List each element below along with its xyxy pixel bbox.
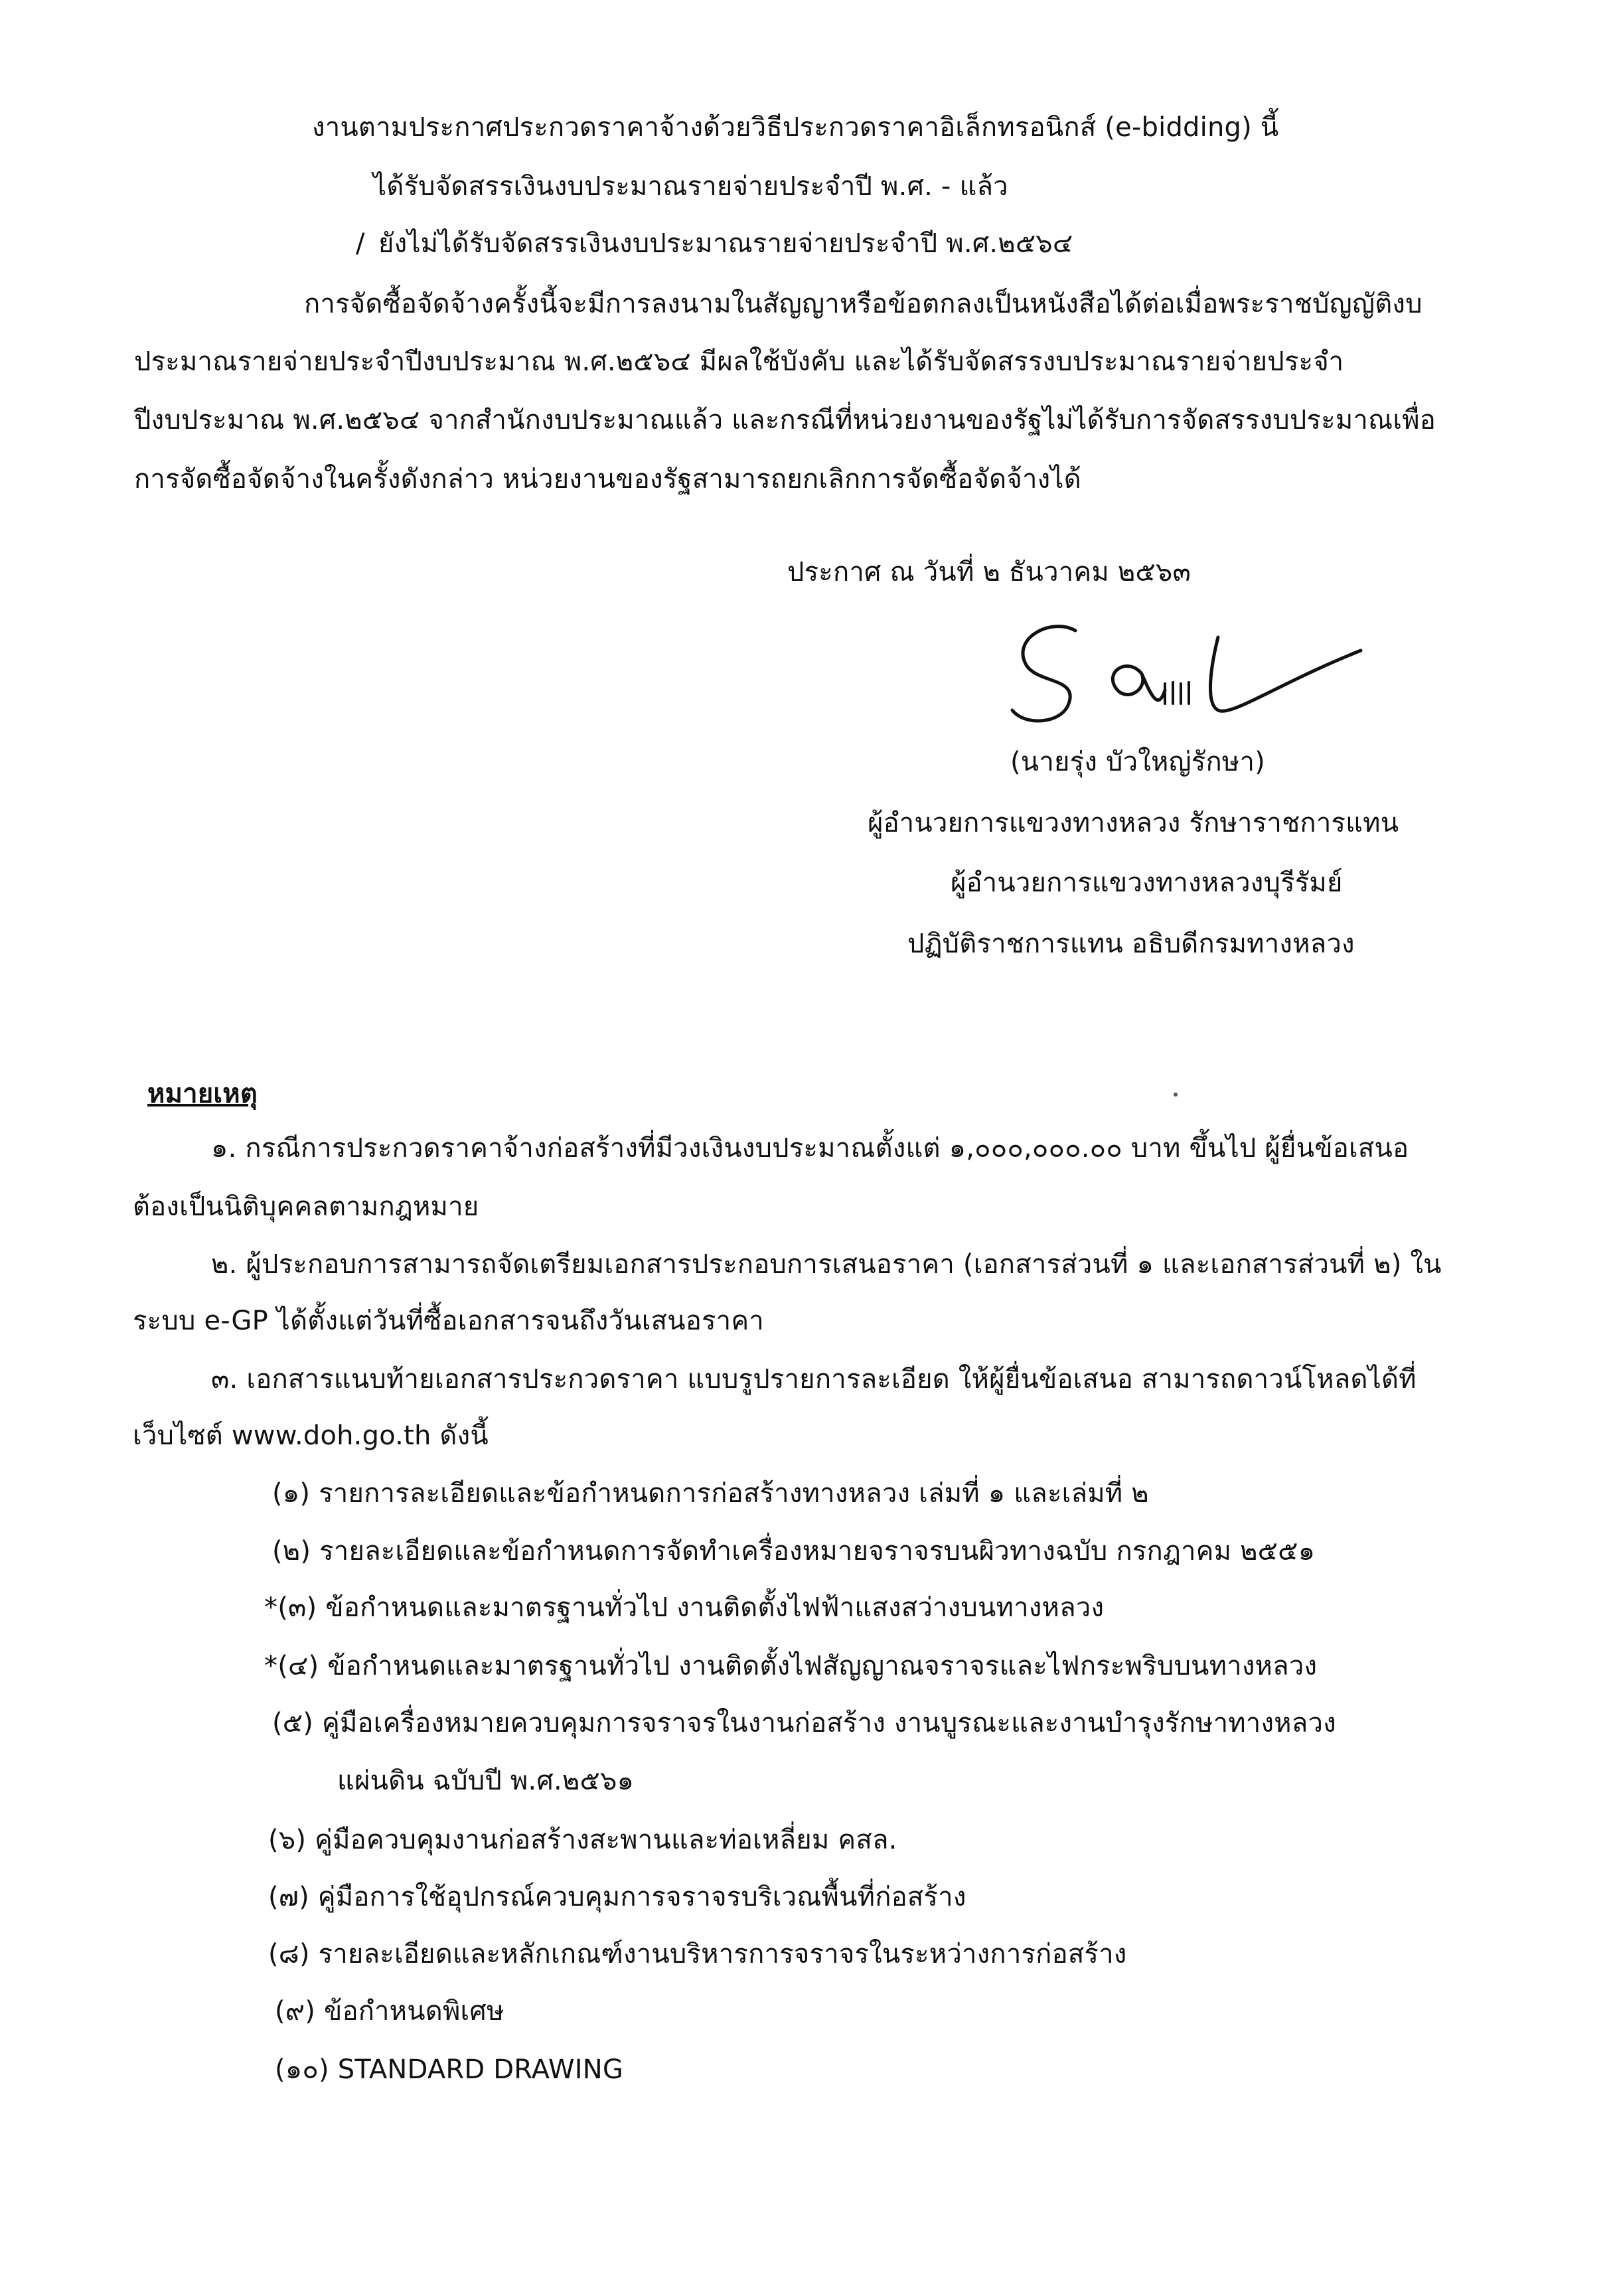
paragraph-line-1: การจัดซื้อจัดจ้างครั้งนี้จะมีการลงนามในสัญญาหรือข้อตกลงเป็นหนังสือได้ต่อเมื่อพระราชบัญญัติงบ (304, 289, 1423, 319)
list-item: (๑๐) STANDARD DRAWING (275, 2054, 624, 2085)
list-item: (๑) รายการละเอียดและข้อกำหนดการก่อสร้างทางหลวง เล่มที่ ๑ และเล่มที่ ๒ (272, 1478, 1149, 1509)
list-item: แผ่นดิน ฉบับปี พ.ศ.๒๕๖๑ (337, 1766, 635, 1796)
signer-title-2: ผู้อำนวยการแขวงทางหลวงบุรีรัมย์ (951, 868, 1343, 898)
remark-1-line-2: ต้องเป็นนิติบุคคลตามกฎหมาย (133, 1191, 479, 1222)
remark-2-line-1: ๒. ผู้ประกอบการสามารถจัดเตรียมเอกสารประกอบการเสนอราคา (เอกสารส่วนที่ ๑ และเอกสารส่วนที่ ๒) ใน (211, 1249, 1442, 1280)
handwritten-signature-icon (999, 611, 1371, 737)
option-not-allocated: ยังไม่ได้รับจัดสรรเงินงบประมาณรายจ่ายประจำปี พ.ศ.๒๕๖๔ (378, 228, 1073, 259)
remark-3-line-2: เว็บไซต์ www.doh.go.th ดังนี้ (133, 1420, 489, 1451)
remarks-heading: หมายเหตุ (147, 1079, 258, 1109)
list-item: *(๔) ข้อกำหนดและมาตรฐานทั่วไป งานติดตั้งไฟสัญญาณจราจรและไฟกระพริบบนทางหลวง (264, 1651, 1318, 1681)
list-item: (๘) รายละเอียดและหลักเกณฑ์งานบริหารการจราจรในระหว่างการก่อสร้าง (268, 1939, 1127, 1969)
option-not-allocated-mark: / (356, 228, 365, 259)
list-item: (๖) คู่มือควบคุมงานก่อสร้างสะพานและท่อเหลี่ยม คสล. (268, 1825, 897, 1855)
list-item: (๙) ข้อกำหนดพิเศษ (275, 1996, 504, 2027)
paragraph-line-3: ปีงบประมาณ พ.ศ.๒๕๖๔ จากสำนักงบประมาณแล้ว และกรณีที่หน่วยงานของรัฐไม่ได้รับการจัดสรรงบประมาณเพื่อ (134, 405, 1436, 435)
signer-title-1: ผู้อำนวยการแขวงทางหลวง รักษาราชการแทน (868, 808, 1399, 838)
signer-name: (นายรุ่ง บัวใหญ่รักษา) (1010, 747, 1265, 777)
intro-line-1: งานตามประกาศประกวดราคาจ้างด้วยวิธีประกวดราคาอิเล็กทรอนิกส์ (e-bidding) นี้ (312, 112, 1279, 143)
list-item: (๒) รายละเอียดและข้อกำหนดการจัดทำเครื่องหมายจราจรบนผิวทางฉบับ กรกฎาคม ๒๕๕๑ (272, 1536, 1316, 1567)
option-allocated: ได้รับจัดสรรเงินงบประมาณรายจ่ายประจำปี พ.ศ. - แล้ว (373, 171, 1008, 202)
remark-1-line-1: ๑. กรณีการประกวดราคาจ้างก่อสร้างที่มีวงเงินงบประมาณตั้งแต่ ๑,๐๐๐,๐๐๐.๐๐ บาท ขึ้นไป ผู้ยื่นข้อเสนอ (211, 1133, 1409, 1164)
list-item: (๕) คู่มือเครื่องหมายควบคุมการจราจรในงานก่อสร้าง งานบูรณะและงานบำรุงรักษาทางหลวง (272, 1708, 1336, 1738)
paragraph-line-2: ประมาณรายจ่ายประจำปีงบประมาณ พ.ศ.๒๕๖๔ มีผลใช้บังคับ และได้รับจัดสรรงบประมาณรายจ่ายประจำ (134, 346, 1344, 377)
remark-2-line-2: ระบบ e-GP ได้ตั้งแต่วันที่ซื้อเอกสารจนถึงวันเสนอราคา (133, 1306, 764, 1336)
list-item: (๗) คู่มือการใช้อุปกรณ์ควบคุมการจราจรบริเวณพื้นที่ก่อสร้าง (268, 1882, 966, 1912)
announcement-date: ประกาศ ณ วันที่ ๒ ธันวาคม ๒๕๖๓ (787, 557, 1192, 587)
remark-3-line-1: ๓. เอกสารแนบท้ายเอกสารประกวดราคา แบบรูปรายการละเอียด ให้ผู้ยื่นข้อเสนอ สามารถดาวน์โหลดได้ที่ (211, 1364, 1417, 1395)
list-item: *(๓) ข้อกำหนดและมาตรฐานทั่วไป งานติดตั้งไฟฟ้าแสงสว่างบนทางหลวง (264, 1592, 1105, 1623)
paragraph-line-4: การจัดซื้อจัดจ้างในครั้งดังกล่าว หน่วยงานของรัฐสามารถยกเลิกการจัดซื้อจัดจ้างได้ (134, 464, 1081, 495)
scan-speck (1174, 1093, 1178, 1097)
signer-title-3: ปฏิบัติราชการแทน อธิบดีกรมทางหลวง (907, 929, 1355, 959)
